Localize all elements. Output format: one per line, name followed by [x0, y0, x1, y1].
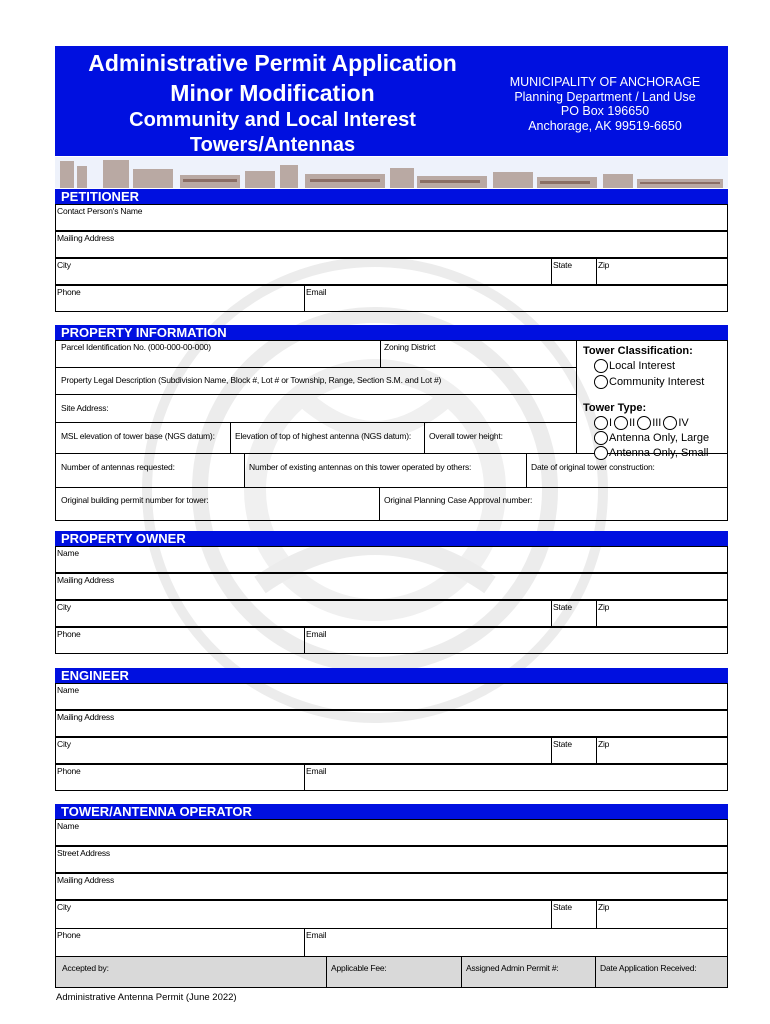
engineer-name-field[interactable]: [55, 683, 728, 710]
field-label: State: [553, 260, 572, 270]
mailing-address-field[interactable]: [55, 231, 728, 258]
field-label: Phone: [57, 629, 81, 639]
field-label: Date of original tower construction:: [531, 462, 655, 472]
radio-circle-icon[interactable]: [663, 416, 677, 430]
field-label: MSL elevation of tower base (NGS datum):: [61, 431, 215, 441]
city-skyline-image: [55, 157, 728, 188]
page-title: Administrative Permit Application: [88, 50, 457, 76]
city-zip: Anchorage, AK 99519-6650: [528, 118, 682, 133]
field-label: Applicable Fee:: [331, 963, 387, 973]
applicable-fee-field[interactable]: [326, 956, 462, 988]
field-label: Email: [306, 629, 327, 639]
field-label: Accepted by:: [62, 963, 109, 973]
field-label: Street Address: [57, 848, 110, 858]
legal-description-field[interactable]: [55, 367, 577, 395]
field-label: State: [553, 902, 572, 912]
owner-phone-field[interactable]: [55, 627, 305, 654]
antenna-elevation-field[interactable]: [230, 422, 425, 454]
radio-circle-icon[interactable]: [594, 359, 608, 373]
operator-mailing-field[interactable]: [55, 873, 728, 900]
original-permit-field[interactable]: [55, 487, 380, 521]
owner-state-field[interactable]: [551, 600, 597, 627]
field-label: Zoning District: [384, 342, 436, 352]
field-label: State: [553, 739, 572, 749]
operator-state-field[interactable]: [551, 900, 597, 929]
tower-type-small-option[interactable]: Antenna Only, Small: [594, 446, 708, 460]
field-label: Name: [57, 685, 79, 695]
field-label: Zip: [598, 739, 610, 749]
engineer-city-field[interactable]: [55, 737, 552, 764]
section-header-engineer: ENGINEER: [55, 668, 728, 683]
radio-circle-icon[interactable]: [637, 416, 651, 430]
owner-email-field[interactable]: [304, 627, 728, 654]
engineer-state-field[interactable]: [551, 737, 597, 764]
original-case-field[interactable]: [379, 487, 728, 521]
city-field[interactable]: [55, 258, 552, 285]
tower-type-title: Tower Type:: [583, 402, 647, 414]
tower-classification-title: Tower Classification:: [583, 345, 693, 357]
owner-city-field[interactable]: [55, 600, 552, 627]
operator-email-field[interactable]: [304, 928, 728, 957]
zip-field[interactable]: [596, 258, 728, 285]
field-label: State: [553, 602, 572, 612]
parcel-id-field[interactable]: [55, 340, 381, 368]
field-label: Phone: [57, 930, 81, 940]
engineer-mailing-field[interactable]: [55, 710, 728, 737]
section-header-property-information: PROPERTY INFORMATION: [55, 325, 728, 340]
field-label: Phone: [57, 287, 81, 297]
overall-height-field[interactable]: [424, 422, 577, 454]
po-box: PO Box 196650: [560, 104, 650, 118]
field-label: Zip: [598, 902, 610, 912]
radio-circle-icon[interactable]: [594, 416, 608, 430]
field-label: City: [57, 902, 71, 912]
field-label: Zip: [598, 602, 610, 612]
municipality-address: [500, 75, 710, 133]
tower-type-large-option[interactable]: Antenna Only, Large: [594, 431, 709, 445]
department-name: Planning Department / Land Use: [514, 89, 696, 104]
tower-type-roman-options[interactable]: I II III IV: [594, 416, 689, 430]
site-address-field[interactable]: [55, 394, 577, 423]
section-header-operator: TOWER/ANTENNA OPERATOR: [55, 804, 728, 819]
field-label: City: [57, 260, 71, 270]
classification-community-option[interactable]: Community Interest: [594, 375, 704, 389]
phone-field[interactable]: [55, 285, 305, 312]
radio-circle-icon[interactable]: [594, 375, 608, 389]
field-label: City: [57, 739, 71, 749]
section-header-property-owner: PROPERTY OWNER: [55, 531, 728, 546]
page-subtitle: Minor Modification: [170, 80, 375, 106]
field-label: Parcel Identification No. (000-000-00-000): [61, 342, 211, 352]
field-label: Number of existing antennas on this tower operated by others:: [249, 462, 472, 472]
form-footer-id: Administrative Antenna Permit (June 2022): [56, 992, 237, 1003]
num-antennas-field[interactable]: [55, 453, 245, 488]
field-label: Email: [306, 930, 327, 940]
field-label: Mailing Address: [57, 233, 115, 243]
radio-circle-icon[interactable]: [614, 416, 628, 430]
engineer-zip-field[interactable]: [596, 737, 728, 764]
date-received-field[interactable]: [595, 956, 728, 988]
radio-circle-icon[interactable]: [594, 446, 608, 460]
contact-name-field[interactable]: [55, 204, 728, 231]
municipality-name: MUNICIPALITY OF ANCHORAGE: [509, 75, 701, 89]
field-label: Email: [306, 766, 327, 776]
field-label: Mailing Address: [57, 575, 115, 585]
field-label: Name: [57, 548, 79, 558]
field-label: Name: [57, 821, 79, 831]
section-header-petitioner: PETITIONER: [55, 189, 728, 204]
msl-elevation-field[interactable]: [55, 422, 231, 454]
zoning-district-field[interactable]: [380, 340, 577, 368]
accepted-by-field[interactable]: [55, 956, 327, 988]
field-label: Overall tower height:: [429, 431, 503, 441]
page-subtitle-3: Towers/Antennas: [189, 134, 356, 156]
field-label: Number of antennas requested:: [61, 462, 175, 472]
operator-name-field[interactable]: [55, 819, 728, 846]
field-label: Site Address:: [61, 403, 109, 413]
field-label: Original building permit number for tower:: [61, 495, 209, 505]
field-label: Email: [306, 287, 327, 297]
field-label: City: [57, 602, 71, 612]
field-label: Assigned Admin Permit #:: [466, 963, 559, 973]
field-label: Elevation of top of highest antenna (NGS datum):: [235, 431, 412, 441]
operator-street-field[interactable]: [55, 846, 728, 873]
field-label: Mailing Address: [57, 875, 115, 885]
operator-zip-field[interactable]: [596, 900, 728, 929]
field-label: Date Application Received:: [600, 963, 697, 973]
field-label: Mailing Address: [57, 712, 115, 722]
owner-zip-field[interactable]: [596, 600, 728, 627]
operator-city-field[interactable]: [55, 900, 552, 929]
field-label: Property Legal Description (Subdivision Name, Block #, Lot # or Township, Range, Section S.M. and Lot #): [61, 375, 442, 385]
owner-name-field[interactable]: [55, 546, 728, 573]
engineer-phone-field[interactable]: [55, 764, 305, 791]
email-field[interactable]: [304, 285, 728, 312]
engineer-email-field[interactable]: [304, 764, 728, 791]
admin-permit-number-field[interactable]: [461, 956, 596, 988]
field-label: Original Planning Case Approval number:: [384, 495, 533, 505]
operator-phone-field[interactable]: [55, 928, 305, 957]
owner-mailing-field[interactable]: [55, 573, 728, 600]
state-field[interactable]: [551, 258, 597, 285]
radio-circle-icon[interactable]: [594, 431, 608, 445]
field-label: Phone: [57, 766, 81, 776]
classification-local-option[interactable]: Local Interest: [594, 359, 675, 373]
num-existing-antennas-field[interactable]: [244, 453, 527, 488]
field-label: Zip: [598, 260, 610, 270]
page-subtitle-2: Community and Local Interest: [129, 109, 416, 131]
field-label: Contact Person's Name: [57, 206, 143, 216]
